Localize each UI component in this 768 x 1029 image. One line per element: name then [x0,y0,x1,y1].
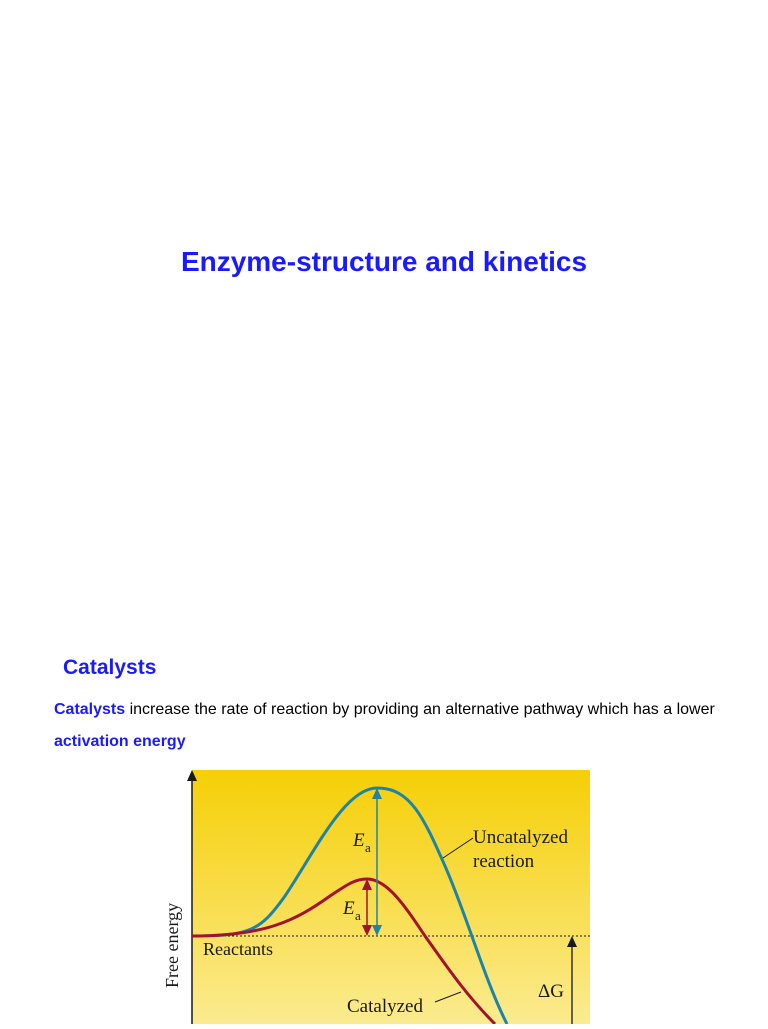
delta-g-label: ΔG [538,981,564,1002]
paragraph-text: increase the rate of reaction by providing an alternative pathway which has a lower [125,701,715,718]
activation-energy-diagram [155,766,595,1024]
energy-diagram-svg [155,766,595,1024]
uncatalyzed-label-line1: Uncatalyzed [473,827,568,848]
catalyzed-label: Catalyzed [347,996,423,1017]
ea-catalyzed-subscript: a [355,908,361,923]
ea-uncatalyzed-subscript: a [365,840,371,855]
reactants-label: Reactants [203,939,273,959]
uncatalyzed-label-line2: reaction [473,851,535,872]
keyword-activation-energy: activation energy [54,733,186,750]
section-heading: Catalysts [63,656,157,679]
y-axis-label: Free energy [162,902,182,988]
ea-catalyzed-symbol: E [343,898,355,919]
slide-title: Enzyme-structure and kinetics [180,246,588,277]
keyword-catalysts: Catalysts [54,701,126,718]
catalysts-paragraph [54,694,734,758]
diagram-background [192,770,590,1024]
ea-uncatalyzed-symbol: E [353,830,365,851]
